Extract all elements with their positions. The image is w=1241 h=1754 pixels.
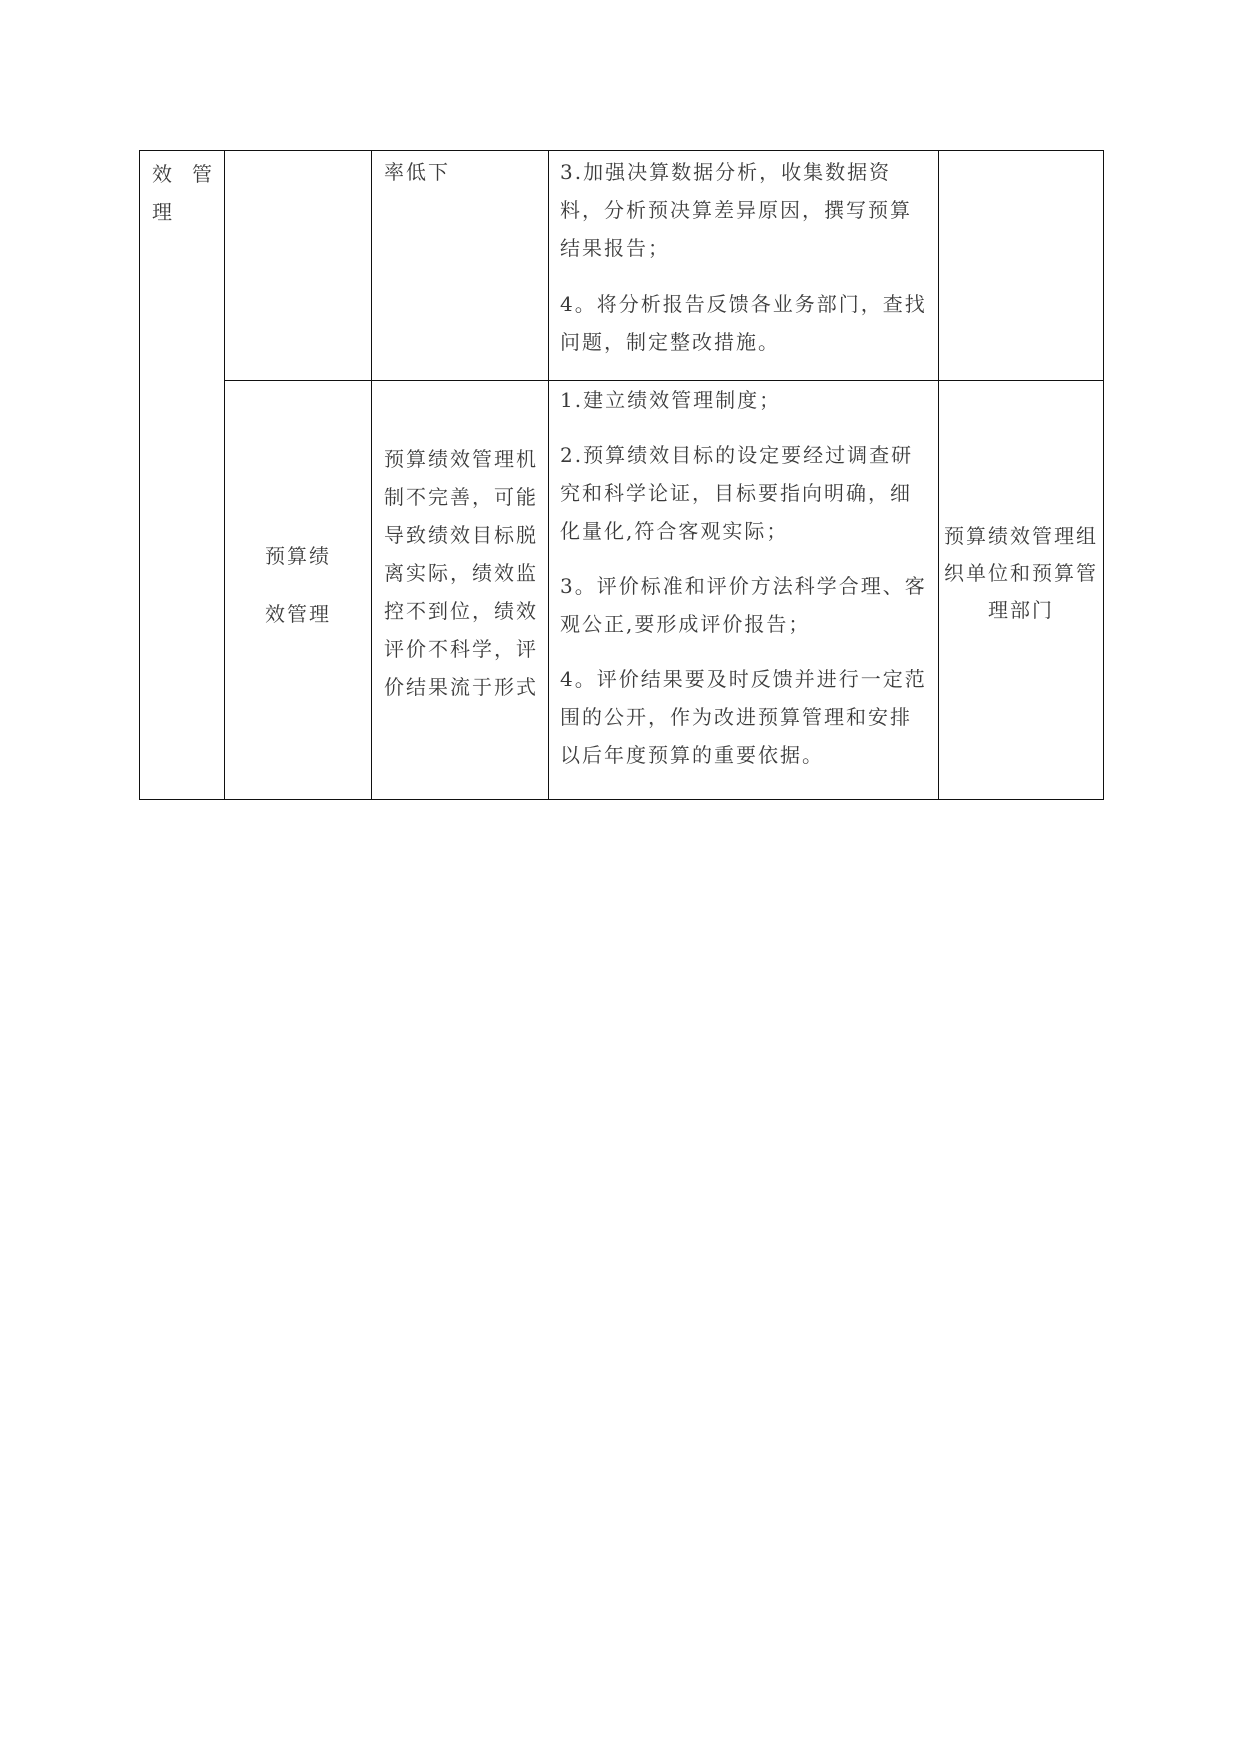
measure-item: 3。评价标准和评价方法科学合理、客观公正,要形成评价报告； (560, 574, 927, 636)
risk-control-table (139, 150, 1104, 800)
risk-point-cell (225, 151, 372, 381)
measure-item: 4。将分析报告反馈各业务部门，查找问题，制定整改措施。 (560, 292, 927, 354)
responsible-cell (939, 151, 1104, 381)
risk-point-cell (225, 381, 372, 800)
measure-item: 3.加强决算数据分析，收集数据资料，分析预决算差异原因，撰写预算结果报告； (560, 160, 912, 260)
risk-point-name: 预算绩 效管理 (265, 544, 331, 626)
measure-item: 2.预算绩效目标的设定要经过调查研究和科学论证，目标要指向明确，细化量化,符合客观实际； (560, 443, 914, 543)
measure-item: 4。评价结果要及时反馈并进行一定范围的公开，作为改进预算管理和安排以后年度预算的重要依据。 (560, 667, 927, 767)
category-cell (140, 151, 225, 800)
category-label: 效 管 理 (152, 162, 214, 224)
measures-cell (549, 151, 939, 381)
measure-item: 1.建立绩效管理制度； (560, 388, 782, 412)
risk-description-cell (372, 151, 549, 381)
risk-description: 率低下 (384, 160, 450, 184)
responsible-cell (939, 381, 1104, 800)
measures-cell (549, 381, 939, 800)
risk-description: 预算绩效管理机制不完善，可能导致绩效目标脱离实际，绩效监控不到位，绩效评价不科学，评价结果流于形式 (384, 447, 538, 699)
measures-list (549, 381, 938, 774)
measures-list (549, 151, 938, 361)
table-row (140, 151, 1104, 381)
risk-description-cell (372, 381, 549, 800)
responsible-department: 预算绩效管理组织单位和预算管理部门 (944, 523, 1098, 622)
table-row (140, 381, 1104, 800)
